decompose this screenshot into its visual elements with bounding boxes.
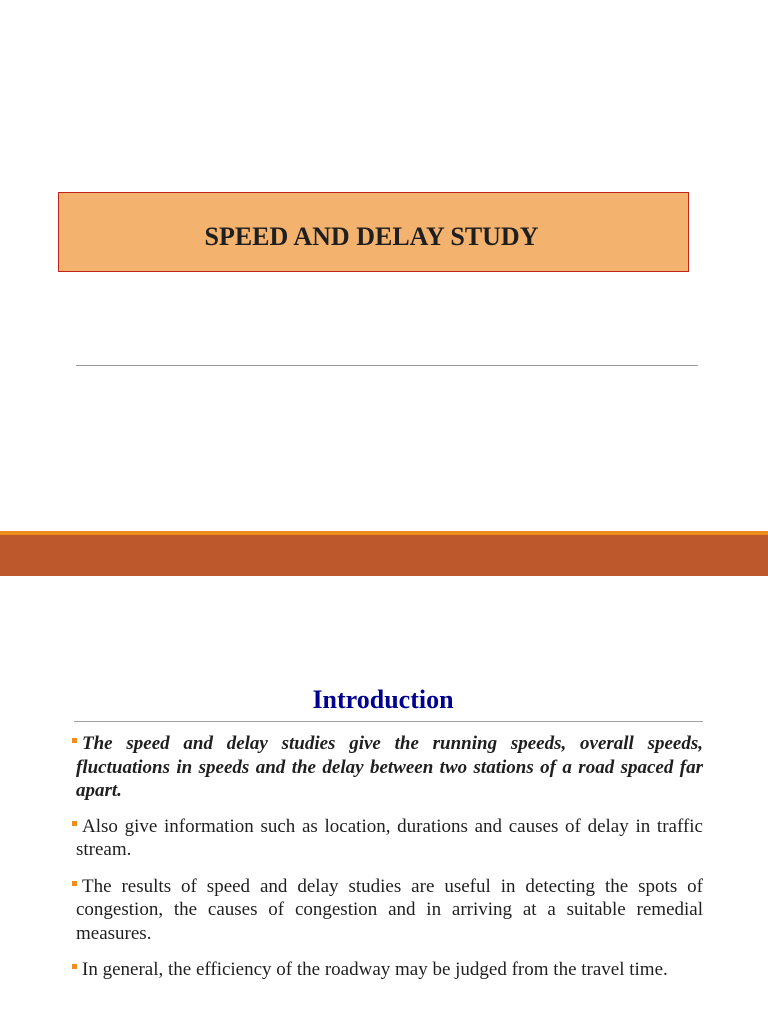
- title-divider-line: [76, 365, 698, 366]
- list-item: [76, 958, 703, 982]
- square-bullet-icon: [72, 964, 77, 969]
- slide-title: SPEED AND DELAY STUDY: [204, 222, 539, 251]
- list-item: [76, 875, 703, 946]
- square-bullet-icon: [72, 738, 77, 743]
- introduction-divider-line: [74, 721, 703, 722]
- introduction-heading: Introduction: [312, 685, 454, 714]
- bullet-text: In general, the efficiency of the roadway may be judged from the travel time.: [82, 959, 668, 980]
- square-bullet-icon: [72, 881, 77, 886]
- bullet-text: Also give information such as location, durations and causes of delay in traffic stream.: [76, 815, 703, 860]
- slide-separator-band: [0, 535, 768, 576]
- bullet-text: The results of speed and delay studies are useful in detecting the spots of congestion, the causes of congestion and in arriving at a suitable remedial measures.: [76, 875, 703, 944]
- title-box: [58, 192, 689, 272]
- list-item: [76, 732, 703, 803]
- square-bullet-icon: [72, 821, 77, 826]
- bullet-list: [76, 732, 703, 982]
- list-item: [76, 815, 703, 862]
- bullet-text: The speed and delay studies give the running speeds, overall speeds, fluctuations in speeds and the delay between two stations of a road spaced far apart.: [76, 733, 703, 801]
